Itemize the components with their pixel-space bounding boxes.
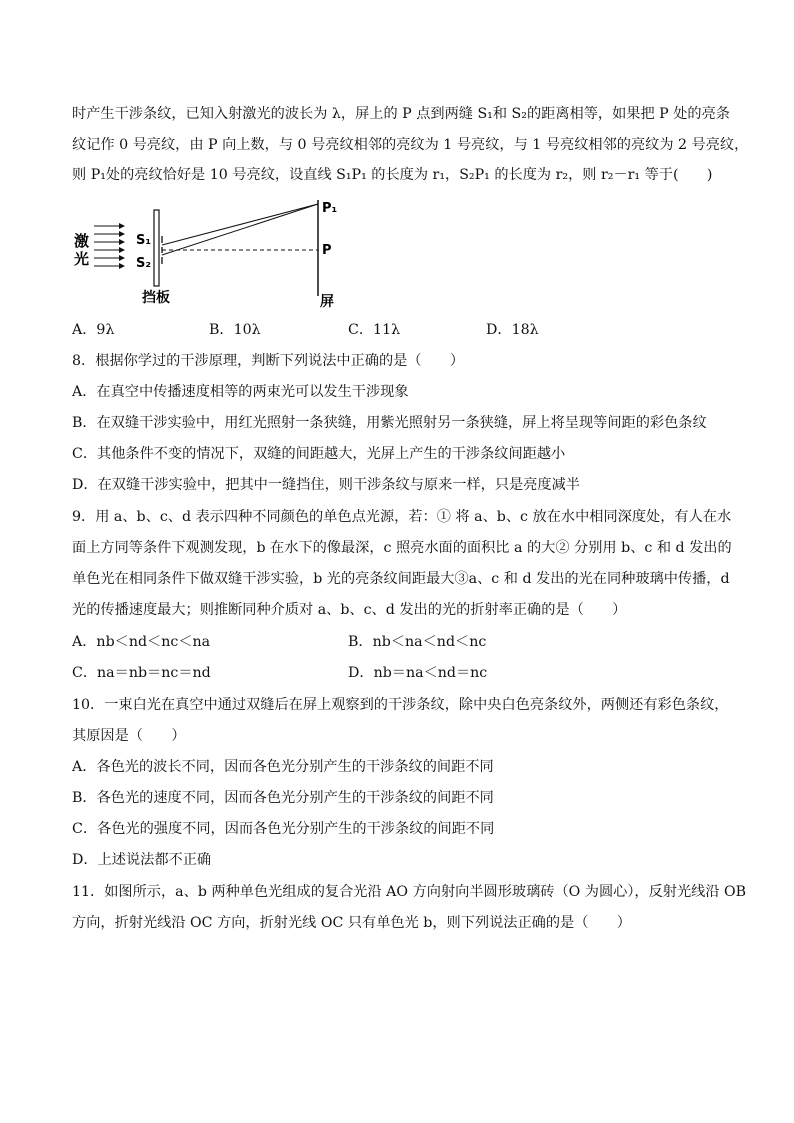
q10-option-a: A．各色光的波长不同，因而各色光分别产生的干涉条纹的间距不同 <box>72 759 494 775</box>
q9-option-a: A．nb＜nd＜nc＜na <box>72 634 211 650</box>
q8-option-a: A．在真空中传播速度相等的两束光可以发生干涉现象 <box>72 384 409 400</box>
baffle-plate <box>154 210 159 286</box>
q10-option-b: B．各色光的速度不同，因而各色光分别产生的干涉条纹的间距不同 <box>72 790 494 806</box>
q8-option-b: B．在双缝干涉实验中，用红光照射一条狭缝，用紫光照射另一条狭缝，屏上将呈现等间距的彩色条纹 <box>72 415 707 431</box>
incident-laser-arrows <box>94 226 124 266</box>
q9-option-c: C．na＝nb＝nc＝nd <box>72 665 211 681</box>
q10-line-1: 10．一束白光在真空中通过双缝后在屏上观察到的干涉条纹，除中央白色亮条纹外，两侧还有彩色条纹， <box>72 697 729 713</box>
q9-option-d: D．nb＝na＜nd＝nc <box>348 665 488 681</box>
q10-line-2: 其原因是（ ） <box>72 728 186 744</box>
q10-option-c: C．各色光的强度不同，因而各色光分别产生的干涉条纹的间距不同 <box>72 821 495 837</box>
laser-label-2: 光 <box>74 250 90 268</box>
q9-line-2: 面上方同等条件下观测发现，b 在水下的像最深，c 照亮水面的面积比 a 的大② 分别用 b、c 和 d 发出的 <box>72 540 732 556</box>
q8-option-d: D．在双缝干涉实验中，把其中一缝挡住，则干涉条纹与原来一样，只是亮度减半 <box>72 477 580 493</box>
screen-label: 屏 <box>320 294 334 310</box>
q7-line-2: 纹记作 0 号亮纹，由 P 向上数，与 0 号亮纹相邻的亮纹为 1 号亮纹，与 1 号亮纹相邻的亮纹为 2 号亮纹， <box>72 137 749 153</box>
q7-option-b: B．10λ <box>209 322 261 338</box>
q11-line-1: 11．如图所示，a、b 两种单色光组成的复合光沿 AO 方向射向半圆形玻璃砖（O 为圆心），反射光线沿 OB <box>72 884 747 900</box>
q9-line-4: 光的传播速度最大；则推断同种介质对 a、b、c、d 发出的光的折射率正确的是（ ） <box>72 602 627 618</box>
q9-line-3: 单色光在相同条件下做双缝干涉实验，b 光的亮条纹间距最大③a、c 和 d 发出的光在同种玻璃中传播，d <box>72 571 730 587</box>
q7-option-a: A．9λ <box>72 322 115 338</box>
light-rays <box>162 204 318 255</box>
q7-option-d: D．18λ <box>486 322 539 338</box>
q7-line-1: 时产生干涉条纹，已知入射激光的波长为 λ，屏上的 P 点到两缝 S₁和 S₂的距离相等，如果把 P 处的亮条 <box>72 106 730 122</box>
q9-line-1: 9．用 a、b、c、d 表示四种不同颜色的单色点光源，若：① 将 a、b、c 放在水中相同深度处，有人在水 <box>72 509 732 525</box>
slit-s1-label: S₁ <box>136 233 152 248</box>
q10-option-d: D．上述说法都不正确 <box>72 852 212 868</box>
baffle-label: 挡板 <box>142 290 170 306</box>
q8-stem: 8．根据你学过的干涉原理，判断下列说法中正确的是（ ） <box>72 353 465 369</box>
q8-option-c: C．其他条件不变的情况下，双缝的间距越大，光屏上产生的干涉条纹间距越小 <box>72 446 566 462</box>
q11-line-2: 方向，折射光线沿 OC 方向，折射光线 OC 只有单色光 b，则下列说法正确的是（ ） <box>72 915 631 931</box>
point-p-label: P <box>322 243 332 258</box>
double-slit-figure <box>70 196 350 314</box>
q9-option-b: B．nb＜na＜nd＜nc <box>348 634 487 650</box>
point-p1-label: P₁ <box>322 201 338 216</box>
laser-label-1: 激 <box>74 232 90 250</box>
q7-option-c: C．11λ <box>348 322 401 338</box>
slit-s2-label: S₂ <box>136 256 152 271</box>
q7-line-3: 则 P₁处的亮纹恰好是 10 号亮纹，设直线 S₁P₁ 的长度为 r₁，S₂P₁ 的长度为 r₂，则 r₂－r₁ 等于( ) <box>72 167 713 183</box>
